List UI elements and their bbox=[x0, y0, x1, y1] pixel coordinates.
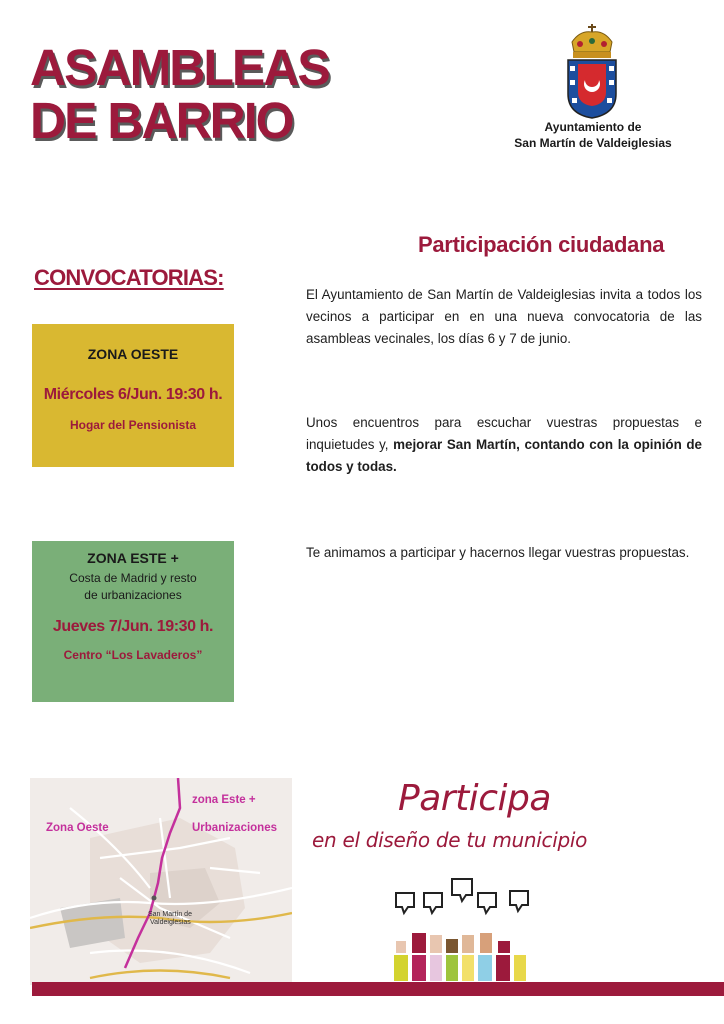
zone-este-subtitle-line-1: Costa de Madrid y resto bbox=[69, 571, 197, 585]
map-graphic bbox=[30, 778, 292, 985]
slogan-participa: Participa bbox=[398, 778, 551, 819]
intro-paragraph: El Ayuntamiento de San Martín de Valdeiglesias invita a todos los vecinos a participar en en una nueva convocatoria de las asambleas vecinales, los días 6 y 7 de junio. bbox=[306, 287, 702, 346]
meetings-text: Unos encuentros para escuchar vuestras propuestas e inquietudes y, bbox=[306, 415, 702, 452]
participation-illustration bbox=[390, 875, 540, 987]
zone-oeste-box bbox=[32, 324, 234, 467]
meetings-paragraph bbox=[306, 412, 702, 478]
bottom-bar bbox=[32, 982, 724, 996]
speech-bubble-icon bbox=[396, 879, 528, 913]
town-label-line-2: Valdeiglesias bbox=[150, 919, 191, 926]
coat-of-arms-icon bbox=[560, 22, 624, 122]
title-line-1: ASAMBLEAS bbox=[30, 38, 329, 97]
title-line-2: DE BARRIO bbox=[30, 91, 293, 150]
zone-este-subtitle bbox=[32, 570, 234, 604]
poster-title bbox=[30, 38, 329, 150]
zone-este-title: ZONA ESTE + bbox=[87, 550, 179, 566]
organization-name bbox=[498, 119, 688, 151]
meetings-emphasis: mejorar San Martín, contando con la opinión de todos y todas. bbox=[306, 437, 703, 474]
zone-oeste-date: Miércoles 6/Jun. 19:30 h. bbox=[43, 386, 223, 403]
organization-line-1: Ayuntamiento de bbox=[544, 120, 642, 134]
encourage-paragraph: Te animamos a participar y hacernos llegar vuestras propuestas. bbox=[306, 545, 690, 560]
zone-este-subtitle-line-2: de urbanizaciones bbox=[84, 588, 182, 602]
participation-heading: Participación ciudadana bbox=[418, 232, 665, 257]
slogan-subtitle: en el diseño de tu municipio bbox=[312, 828, 588, 852]
zone-oeste-place: Hogar del Pensionista bbox=[69, 418, 197, 432]
zone-map bbox=[30, 778, 292, 985]
town-label-line-1: San Martín de bbox=[148, 911, 192, 918]
organization-line-2: San Martín de Valdeiglesias bbox=[514, 136, 672, 150]
convocatorias-heading: CONVOCATORIAS: bbox=[34, 265, 224, 290]
zone-este-place: Centro “Los Lavaderos” bbox=[63, 648, 203, 662]
map-label-urbanizaciones: Urbanizaciones bbox=[192, 822, 277, 834]
zone-este-date: Jueves 7/Jun. 19:30 h. bbox=[52, 618, 214, 635]
zone-oeste-title: ZONA OESTE bbox=[87, 346, 179, 362]
map-label-zona-oeste: Zona Oeste bbox=[46, 822, 109, 834]
map-label-zona-este: zona Este + bbox=[192, 794, 256, 806]
hands-raised-icon bbox=[394, 933, 526, 981]
zone-este-box bbox=[32, 541, 234, 702]
